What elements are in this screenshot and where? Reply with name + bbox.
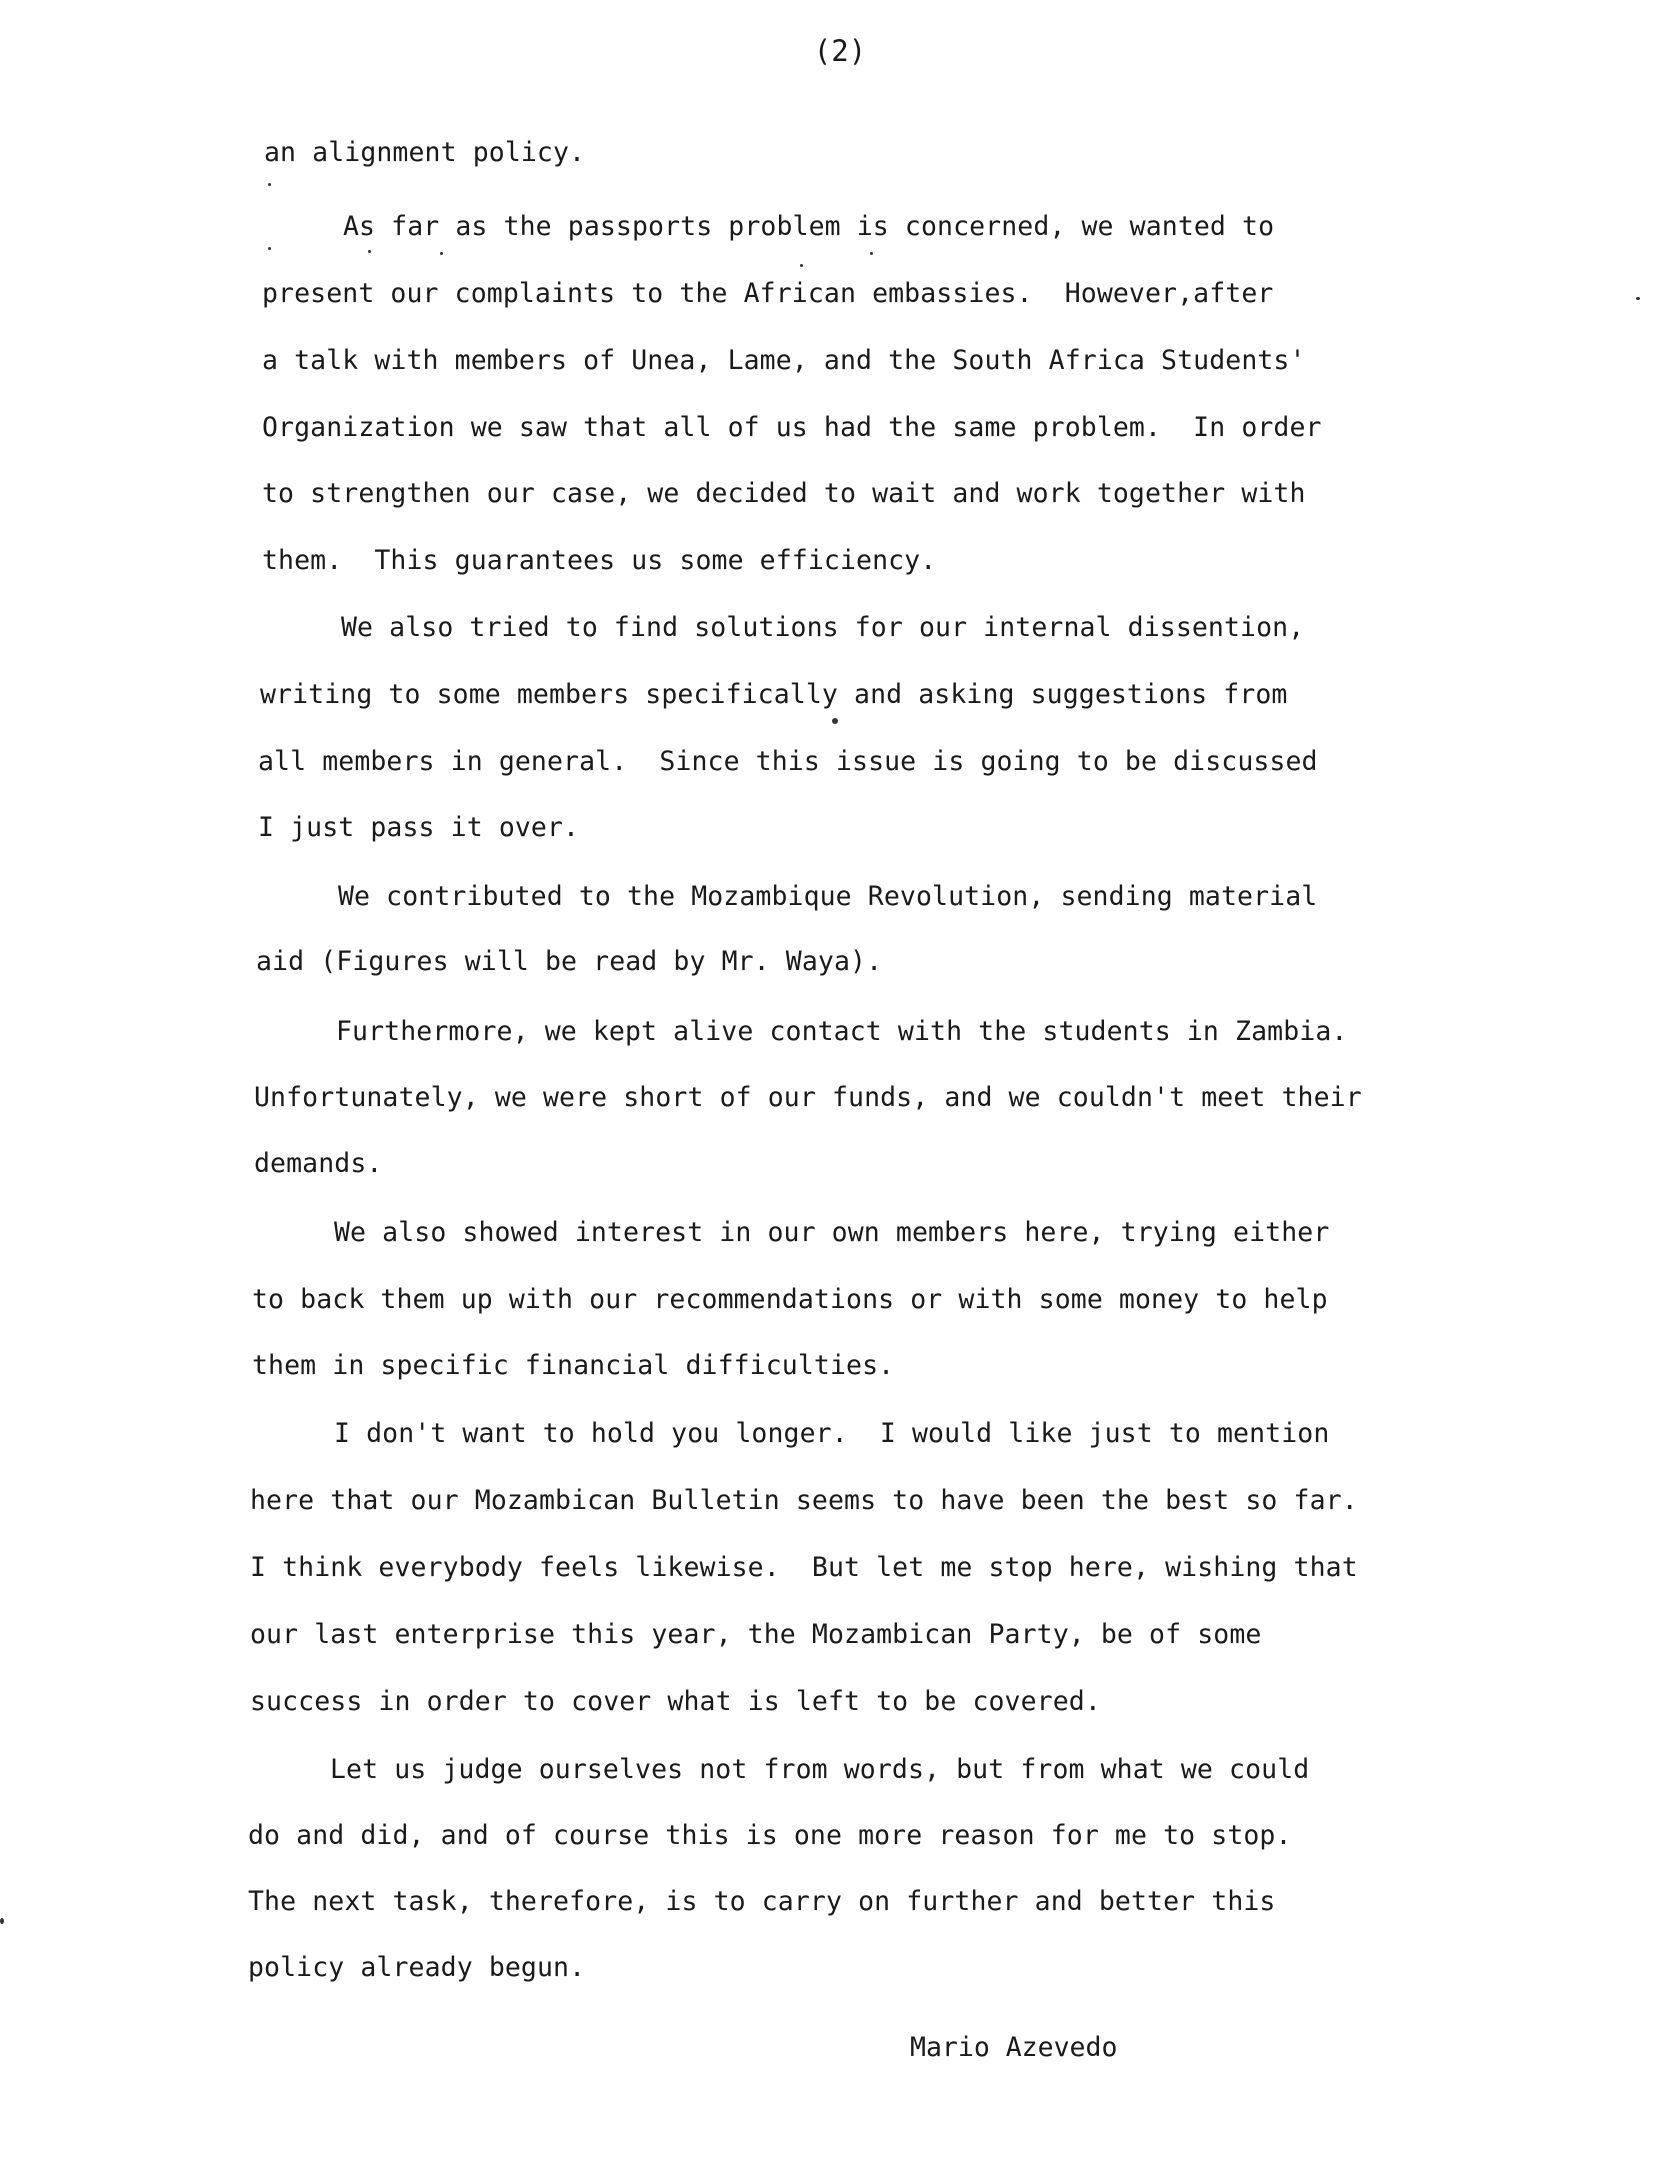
scan-speck	[1636, 297, 1640, 300]
signature: Mario Azevedo	[910, 2032, 1118, 2063]
text-line: demands.	[254, 1148, 383, 1179]
text-line: them. This guarantees us some efficiency.	[262, 545, 937, 576]
text-line: aid (Figures will be read by Mr. Waya).	[256, 946, 883, 977]
text-line: We also tried to find solutions for our internal dissention,	[341, 612, 1305, 643]
text-line: Furthermore, we kept alive contact with the students in Zambia.	[336, 1016, 1348, 1047]
text-line: an alignment policy.	[264, 137, 586, 168]
text-line: policy already begun.	[248, 1952, 586, 1983]
text-line: The next task, therefore, is to carry on further and better this	[248, 1886, 1276, 1917]
text-line: We contributed to the Mozambique Revolution, sending material	[338, 881, 1318, 912]
scan-speck	[440, 252, 443, 255]
page-number: (2)	[813, 34, 867, 68]
text-line: I don't want to hold you longer. I would like just to mention	[334, 1418, 1330, 1449]
text-line: do and did, and of course this is one more reason for me to stop.	[248, 1820, 1292, 1851]
text-line: present our complaints to the African embassies. However,after	[262, 278, 1274, 309]
text-line: I just pass it over.	[258, 812, 580, 843]
text-line: all members in general. Since this issue is going to be discussed	[258, 746, 1318, 777]
scan-speck	[832, 718, 838, 724]
text-line: Organization we saw that all of us had the same problem. In order	[262, 412, 1322, 443]
scan-speck	[268, 247, 271, 250]
text-line: to back them up with our recommendations or with some money to help	[252, 1284, 1328, 1315]
text-line: a talk with members of Unea, Lame, and the South Africa Students'	[262, 345, 1306, 376]
text-line: Unfortunately, we were short of our funds, and we couldn't meet their	[254, 1082, 1362, 1113]
scan-speck	[268, 183, 271, 186]
text-line: them in specific financial difficulties.	[252, 1350, 895, 1381]
scan-speck	[870, 252, 873, 255]
text-line: Let us judge ourselves not from words, but from what we could	[330, 1754, 1310, 1785]
text-line: As far as the passports problem is concerned, we wanted to	[343, 211, 1275, 242]
text-line: I think everybody feels likewise. But let me stop here, wishing that	[250, 1552, 1358, 1583]
text-line: here that our Mozambican Bulletin seems to have been the best so far.	[250, 1485, 1358, 1516]
scan-speck	[368, 250, 371, 253]
text-line: success in order to cover what is left to be covered.	[250, 1686, 1101, 1717]
scan-speck	[0, 1918, 4, 1924]
scan-speck	[800, 264, 803, 267]
text-line: writing to some members specifically and asking suggestions from	[260, 679, 1288, 710]
text-line: We also showed interest in our own members here, trying either	[334, 1217, 1330, 1248]
text-line: our last enterprise this year, the Mozambican Party, be of some	[250, 1619, 1262, 1650]
text-line: to strengthen our case, we decided to wait and work together with	[262, 478, 1306, 509]
